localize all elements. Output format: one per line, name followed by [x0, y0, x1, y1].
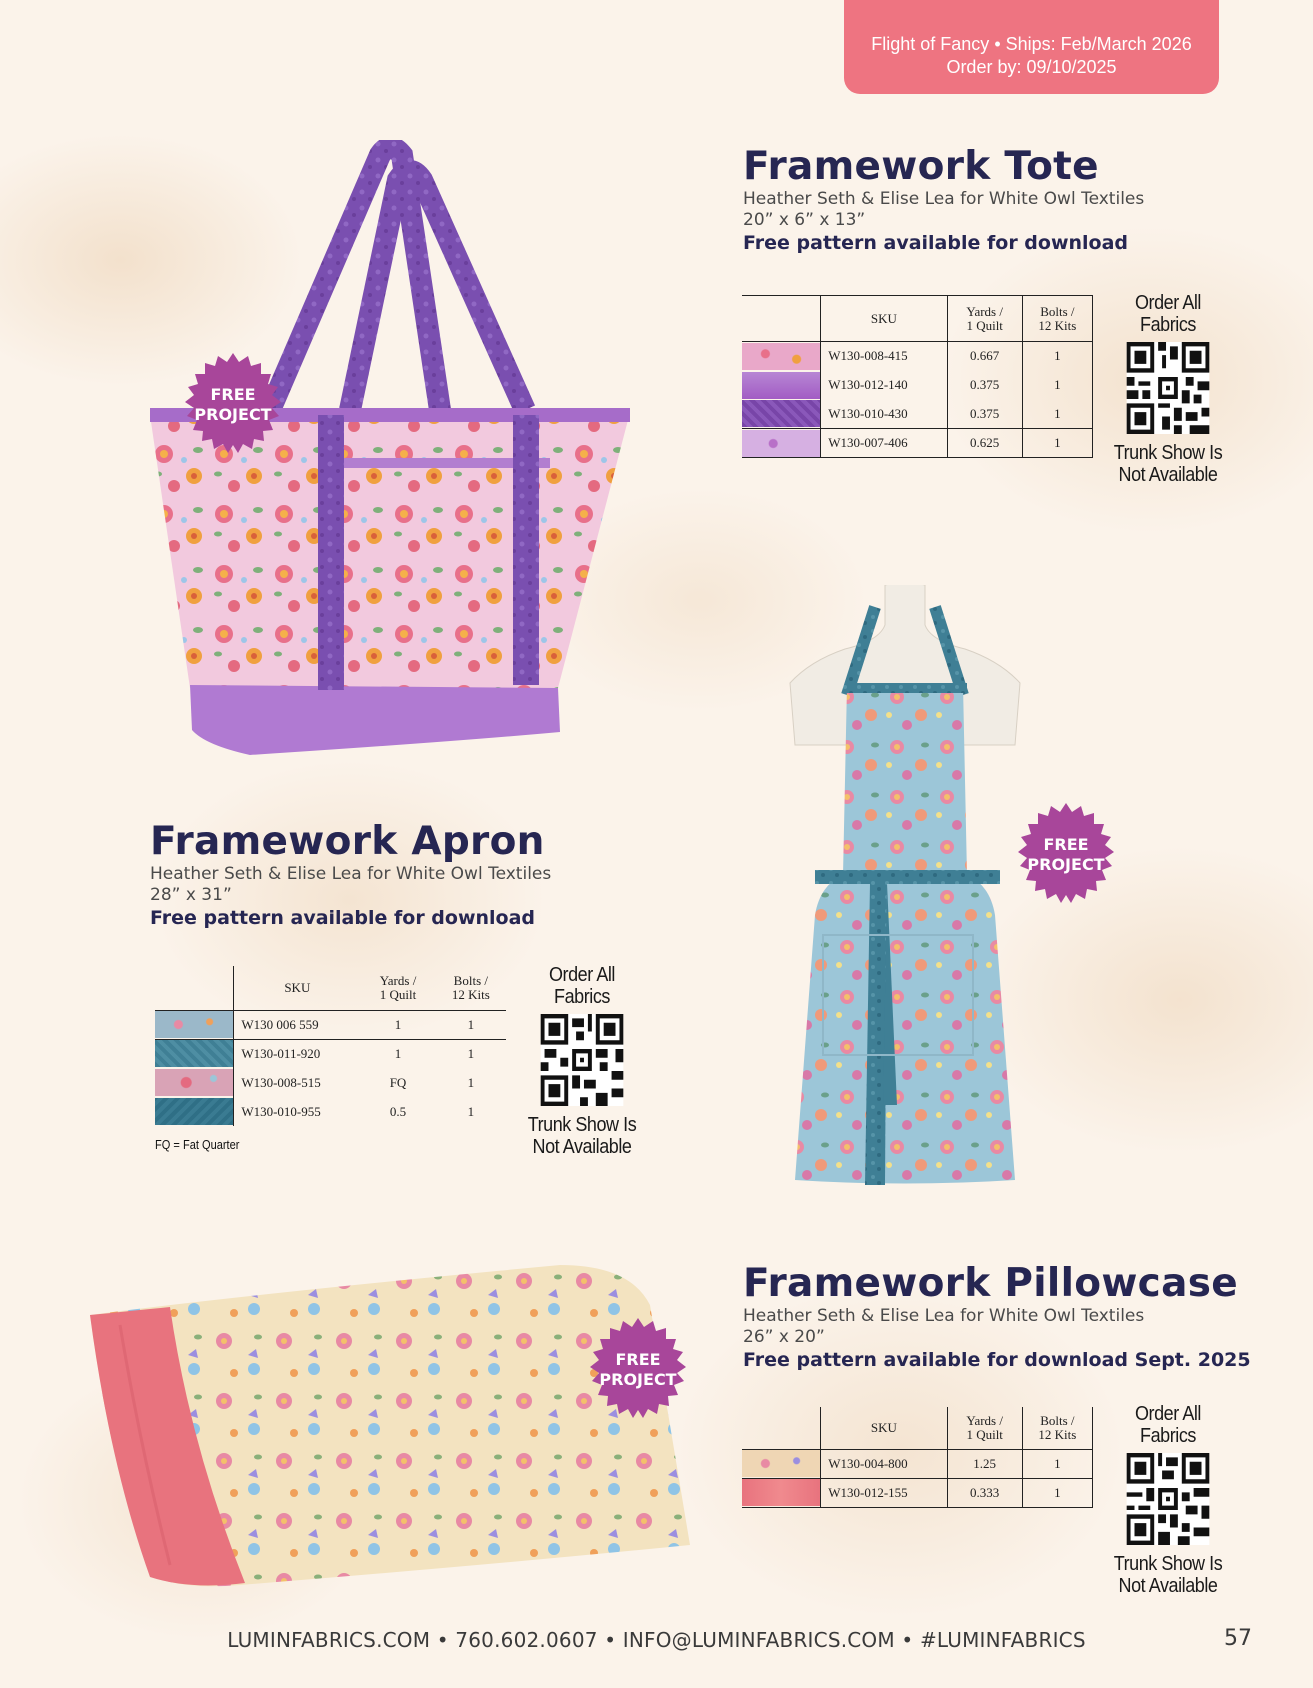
badge-line-1: FREE — [210, 385, 256, 404]
sku-cell: W130-010-955 — [234, 1097, 361, 1126]
swatch — [742, 429, 821, 458]
yards-cell: 1.25 — [947, 1449, 1022, 1478]
pillowcase-size: 26” x 20” — [743, 1327, 825, 1347]
tote-designer: Heather Seth & Elise Lea for White Owl Textiles — [743, 189, 1145, 209]
tote-size: 20” x 6” x 13” — [743, 210, 866, 230]
yards-header-l2: 1 Quilt — [966, 1426, 1003, 1442]
tote-pattern-link[interactable]: Free pattern available for download — [743, 232, 1129, 254]
apron-designer: Heather Seth & Elise Lea for White Owl Textiles — [150, 864, 552, 884]
free-project-badge-pillowcase — [585, 1318, 691, 1424]
swatch-header — [742, 1407, 821, 1449]
yards-header — [947, 1407, 1022, 1449]
apron-title: Framework Apron — [150, 819, 545, 864]
yards-cell: 0.333 — [947, 1478, 1022, 1507]
pillowcase-pattern-link[interactable]: Free pattern available for download Sept. 2025 — [743, 1349, 1251, 1371]
sku-cell: W130-012-140 — [821, 371, 947, 400]
table-row — [742, 1449, 1093, 1478]
sku-cell: W130-008-515 — [234, 1068, 361, 1097]
swatch — [155, 1097, 234, 1126]
yards-cell: 0.625 — [947, 429, 1022, 458]
table-row — [742, 400, 1093, 429]
yards-header-l2: 1 Quilt — [966, 317, 1003, 333]
swatch — [742, 400, 821, 429]
table-row — [155, 1010, 506, 1039]
table-row — [155, 1097, 506, 1126]
yards-cell: 1 — [394, 1016, 402, 1032]
bolts-cell: 1 — [467, 1103, 475, 1119]
order-all-line-2: Fabrics — [554, 986, 610, 1008]
bolts-header-l2: 12 Kits — [451, 986, 490, 1002]
free-project-badge-tote — [180, 353, 286, 459]
pillowcase-order-all — [1107, 1403, 1229, 1597]
order-all-line-2: Fabrics — [1140, 314, 1196, 336]
swatch-header — [155, 966, 234, 1010]
bolts-cell: 1 — [1022, 1478, 1092, 1507]
apron-size: 28” x 31” — [150, 885, 232, 905]
bolts-header-l2: 12 Kits — [1038, 317, 1077, 333]
footer-contact[interactable]: LUMINFABRICS.COM • 760.602.0607 • INFO@LUMINFABRICS.COM • #LUMINFABRICS — [227, 1628, 1086, 1652]
sku-header: SKU — [821, 296, 947, 342]
bolts-header — [436, 966, 506, 1010]
bolts-header-l1: Bolts / — [1040, 1412, 1075, 1428]
pillowcase-info — [743, 1262, 1283, 1372]
bolts-cell: 1 — [1022, 342, 1092, 371]
bolts-cell: 1 — [1022, 371, 1092, 400]
order-all-line-2: Fabrics — [1140, 1425, 1196, 1447]
apron-pattern-link[interactable]: Free pattern available for download — [150, 907, 536, 929]
swatch — [155, 1010, 234, 1039]
table-row — [742, 371, 1093, 400]
sku-cell: W130 006 559 — [234, 1010, 361, 1039]
pillowcase-image — [90, 1265, 700, 1595]
bolts-cell: 1 — [1022, 400, 1092, 429]
table-row — [742, 1478, 1093, 1507]
pillowcase-sku-table — [742, 1407, 1093, 1508]
swatch — [742, 1449, 821, 1478]
bolts-header-l1: Bolts / — [1040, 303, 1075, 319]
order-all-line-1: Order All — [1135, 292, 1201, 314]
bolts-cell: 1 — [467, 1016, 475, 1032]
table-row — [742, 429, 1093, 458]
bolts-cell: 1 — [467, 1045, 475, 1061]
qr-code-icon[interactable] — [541, 1014, 624, 1106]
swatch — [742, 371, 821, 400]
tote-title: Framework Tote — [743, 144, 1099, 189]
badge-line-2: PROJECT — [1027, 855, 1105, 874]
badge-line-1: FREE — [615, 1350, 661, 1369]
sku-cell: W130-010-430 — [821, 400, 947, 429]
bolts-cell: 1 — [467, 1074, 475, 1090]
bolts-cell: 1 — [1022, 429, 1092, 458]
sku-cell: W130-007-406 — [821, 429, 947, 458]
fat-quarter-footnote: FQ = Fat Quarter — [155, 1137, 240, 1152]
yards-header — [947, 296, 1022, 342]
page-number: 57 — [1224, 1626, 1252, 1651]
sku-cell: W130-011-920 — [234, 1039, 361, 1068]
trunk-line-1: Trunk Show Is — [1113, 1553, 1223, 1575]
apron-info — [150, 820, 710, 930]
yards-cell: 0.375 — [947, 371, 1022, 400]
sku-cell: W130-012-155 — [821, 1478, 947, 1507]
banner-line-2: Order by: 09/10/2025 — [946, 57, 1117, 77]
order-all-line-1: Order All — [549, 964, 615, 986]
pillowcase-designer: Heather Seth & Elise Lea for White Owl Textiles — [743, 1306, 1145, 1326]
swatch — [742, 342, 821, 371]
tote-order-all — [1107, 292, 1229, 486]
free-project-badge-apron — [1013, 803, 1119, 909]
swatch — [742, 1478, 821, 1507]
yards-cell: 1 — [394, 1045, 402, 1061]
yards-cell: 0.5 — [389, 1103, 407, 1119]
badge-line-1: FREE — [1043, 835, 1089, 854]
yards-cell: 0.667 — [947, 342, 1022, 371]
bolts-header-l1: Bolts / — [453, 972, 488, 988]
badge-line-2: PROJECT — [599, 1370, 677, 1389]
sku-header: SKU — [284, 979, 311, 995]
bolts-header — [1022, 1407, 1092, 1449]
bolts-header-l2: 12 Kits — [1038, 1426, 1077, 1442]
trunk-line-2: Not Available — [1118, 464, 1218, 486]
yards-header-l1: Yards / — [379, 972, 417, 988]
collection-banner — [844, 0, 1219, 94]
tote-info — [743, 145, 1263, 255]
yards-header-l1: Yards / — [966, 303, 1003, 319]
trunk-line-2: Not Available — [532, 1136, 632, 1158]
apron-image — [785, 585, 1025, 1190]
yards-cell: FQ — [389, 1074, 407, 1090]
apron-order-all — [521, 964, 643, 1158]
trunk-line-1: Trunk Show Is — [527, 1114, 637, 1136]
table-row — [155, 1039, 506, 1068]
yards-header-l2: 1 Quilt — [379, 986, 417, 1002]
sku-header: SKU — [821, 1407, 947, 1449]
bolts-header — [1022, 296, 1092, 342]
qr-code-icon[interactable] — [1127, 342, 1210, 434]
swatch-header — [742, 296, 821, 342]
badge-line-2: PROJECT — [194, 405, 272, 424]
yards-header-l1: Yards / — [966, 1412, 1003, 1428]
banner-line-1: Flight of Fancy • Ships: Feb/March 2026 — [871, 34, 1192, 54]
sku-cell: W130-008-415 — [821, 342, 947, 371]
pillowcase-title: Framework Pillowcase — [743, 1261, 1238, 1306]
table-row — [155, 1068, 506, 1097]
trunk-line-2: Not Available — [1118, 1575, 1218, 1597]
tote-sku-table — [742, 295, 1093, 458]
order-all-line-1: Order All — [1135, 1403, 1201, 1425]
apron-sku-table — [155, 966, 506, 1126]
trunk-line-1: Trunk Show Is — [1113, 442, 1223, 464]
sku-cell: W130-004-800 — [821, 1449, 947, 1478]
yards-cell: 0.375 — [947, 400, 1022, 429]
swatch — [155, 1068, 234, 1097]
yards-header — [360, 966, 435, 1010]
swatch — [155, 1039, 234, 1068]
qr-code-icon[interactable] — [1127, 1453, 1210, 1545]
table-row — [742, 342, 1093, 371]
bolts-cell: 1 — [1022, 1449, 1092, 1478]
